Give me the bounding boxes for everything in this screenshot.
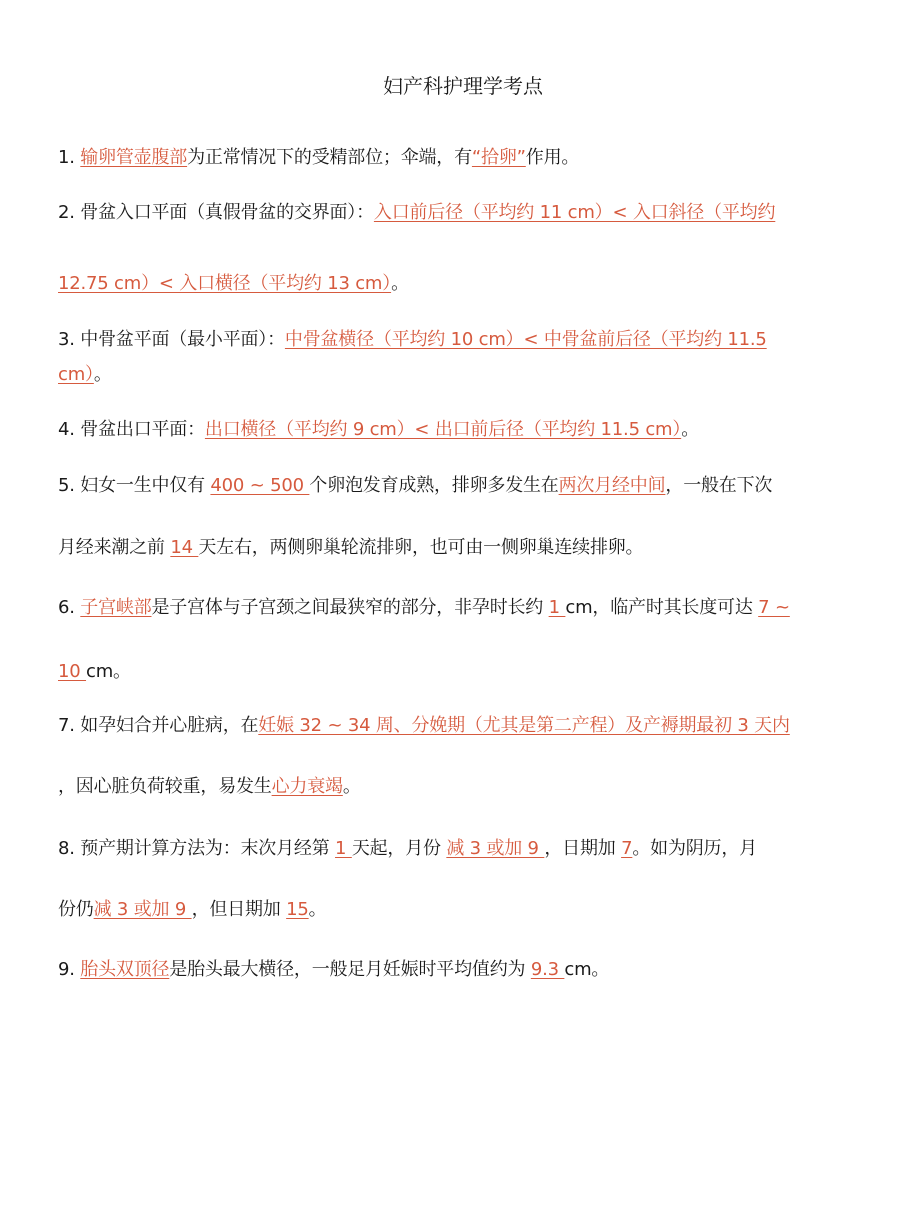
text-line [58, 535, 643, 561]
text-segment: cm，临产时其长度可达 [565, 597, 759, 618]
text-segment: cm。 [564, 959, 610, 980]
text-segment: 月经来潮之前 [58, 537, 171, 558]
text-line [58, 271, 409, 297]
text-line [58, 473, 772, 499]
highlighted-answer: 1 [548, 597, 566, 618]
text-line [58, 713, 790, 739]
text-line [58, 659, 131, 685]
highlighted-answer: 1 [335, 838, 352, 859]
text-segment: cm。 [86, 661, 131, 682]
highlighted-answer: 出口横径（平均约 9 cm）< 出口前后径（平均约 11.5 cm） [204, 419, 682, 440]
highlighted-answer: 心力衰竭 [271, 776, 343, 797]
text-segment: 。 [681, 419, 699, 440]
highlighted-answer: 10 [58, 661, 87, 682]
document-title: 妇产科护理学考点 [383, 74, 543, 98]
highlighted-answer: 两次月经中间 [558, 475, 666, 496]
text-segment: ，因心脏负荷较重，易发生 [58, 776, 272, 797]
highlighted-answer: 减 3 或加 9 [93, 899, 192, 920]
text-segment: 是胎头最大横径，一般足月妊娠时平均值约为 [169, 959, 531, 980]
text-line [58, 327, 767, 353]
text-line [58, 145, 579, 171]
highlighted-answer: 400 ~ 500 [210, 475, 310, 496]
text-segment: 。 [342, 776, 361, 797]
highlighted-answer: 中骨盆横径（平均约 10 cm）< 中骨盆前后径（平均约 11.5 [284, 329, 767, 350]
text-segment: 2. 骨盆入口平面（真假骨盆的交界面）： [58, 202, 374, 223]
text-line [58, 200, 775, 226]
text-line [58, 774, 361, 800]
text-segment: 是子宫体与子宫颈之间最狭窄的部分，非孕时长约 [151, 597, 549, 618]
text-segment: 个卵泡发育成熟，排卵多发生在 [309, 475, 559, 496]
text-segment: ，但日期加 [191, 899, 287, 920]
text-segment: 5. 妇女一生中仅有 [58, 475, 211, 496]
text-segment: 4. 骨盆出口平面： [58, 419, 205, 440]
text-segment: 为正常情况下的受精部位；伞端，有 [187, 147, 472, 168]
text-segment: 1. [58, 147, 81, 168]
highlighted-answer: 9.3 [530, 959, 565, 980]
highlighted-answer: 子宫峡部 [80, 597, 152, 618]
highlighted-answer: “拾卵” [471, 147, 526, 168]
text-segment: 作用。 [525, 147, 580, 168]
text-segment: 3. 中骨盆平面（最小平面）： [58, 329, 285, 350]
text-line [58, 417, 699, 443]
text-segment: 天左右，两侧卵巢轮流排卵，也可由一侧卵巢连续排卵。 [198, 537, 644, 558]
highlighted-answer: 12.75 cm）< 入口横径（平均约 13 cm） [58, 273, 392, 294]
text-line [58, 362, 112, 388]
text-line [58, 957, 609, 983]
text-segment: 。 [308, 899, 327, 920]
text-segment: 8. 预产期计算方法为：末次月经第 [58, 838, 336, 859]
text-segment: 9. [58, 959, 81, 980]
text-segment: 6. [58, 597, 81, 618]
text-segment: 。 [391, 273, 409, 294]
text-line [58, 897, 326, 923]
highlighted-answer: 减 3 或加 9 [446, 838, 545, 859]
text-segment: 7. 如孕妇合并心脏病，在 [58, 715, 259, 736]
highlighted-answer: 输卵管壶腹部 [80, 147, 188, 168]
text-line [58, 836, 757, 862]
highlighted-answer: 14 [170, 537, 199, 558]
highlighted-answer: 胎头双顶径 [80, 959, 170, 980]
highlighted-answer: 妊娠 32 ~ 34 周、分娩期（尤其是第二产程）及产褥期最初 3 天内 [258, 715, 790, 736]
text-segment: 。 [93, 364, 112, 385]
text-segment: ，日期加 [544, 838, 622, 859]
text-segment: 天起，月份 [351, 838, 447, 859]
text-segment: 。如为阴历，月 [632, 838, 757, 859]
highlighted-answer: 15 [286, 899, 309, 920]
highlighted-answer: 7 ~ [758, 597, 790, 618]
text-line [58, 595, 790, 621]
highlighted-answer: cm） [58, 364, 94, 385]
text-segment: ，一般在下次 [665, 475, 773, 496]
text-segment: 份仍 [58, 899, 94, 920]
highlighted-answer: 7 [621, 838, 633, 859]
highlighted-answer: 入口前后径（平均约 11 cm）< 入口斜径（平均约 [373, 202, 776, 223]
